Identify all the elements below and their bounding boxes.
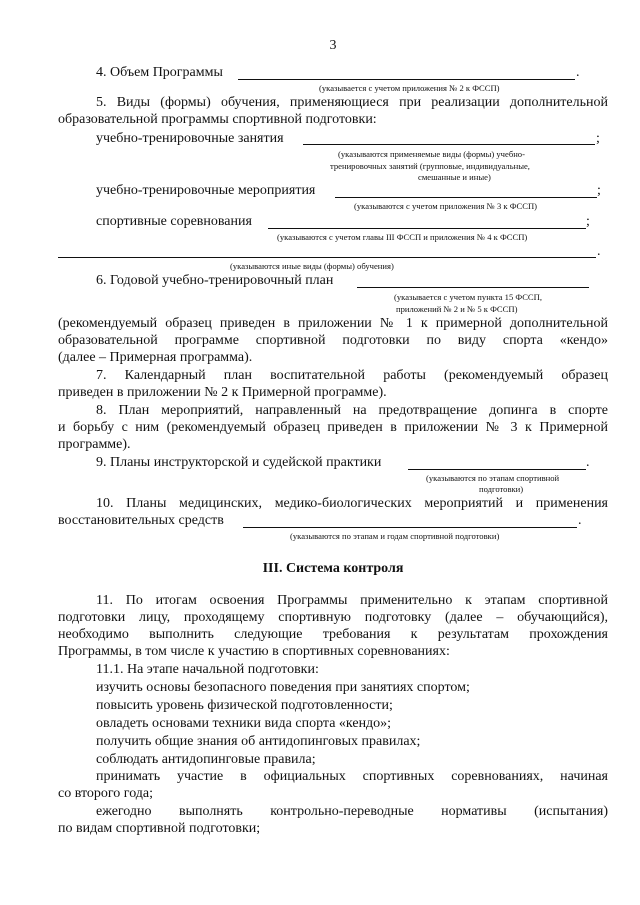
item-10-note: (указываются по этапам и годам спортивной подготовки) — [290, 531, 500, 541]
item-5b-label: учебно-тренировочные мероприятия — [96, 183, 316, 198]
p11-list-item-6-line-1: принимать участие в официальных спортивных соревнованиях, начиная — [96, 769, 608, 784]
item-5a-label: учебно-тренировочные занятия — [96, 131, 284, 146]
item-6-blank-line — [357, 287, 589, 288]
section-title: III. Система контроля — [262, 561, 404, 576]
item-5-line-1: 5. Виды (формы) обучения, применяющиеся при реализации дополнительной — [96, 95, 608, 110]
item-6-note-2: приложений № 2 и № 5 к ФССП) — [396, 304, 518, 314]
item-9-end: . — [586, 455, 590, 470]
page-number: 3 — [329, 38, 337, 53]
p11-list-item-6-line-2: со второго года; — [58, 786, 154, 801]
item-9-blank-line — [408, 469, 586, 470]
item-4-end: . — [576, 65, 580, 80]
item-4-label: 4. Объем Программы — [96, 65, 223, 80]
item-5a-blank-line — [303, 144, 595, 145]
item-6-line-1: (рекомендуемый образец приведен в приложении № 1 к примерной дополнительной — [58, 316, 608, 331]
item-8-line-3: программе). — [58, 437, 131, 452]
item-7-line-1: 7. Календарный план воспитательной работы (рекомендуемый образец — [96, 368, 608, 383]
p11-list-item-7-line-2: по видам спортивной подготовки; — [58, 821, 261, 836]
item-10-label: восстановительных средств — [58, 513, 224, 528]
p11-list-item-3: овладеть основами техники вида спорта «кендо»; — [96, 716, 392, 731]
item-5a-note-3: смешанные и иные) — [418, 172, 491, 182]
item-5a-end: ; — [596, 131, 600, 146]
item-10-end: . — [578, 513, 582, 528]
p11-list-item-7-line-1: ежегодно выполнять контрольно-переводные нормативы (испытания) — [96, 804, 608, 819]
item-6-line-3: (далее – Примерная программа). — [58, 350, 253, 365]
p11-line-4: Программы, в том числе к участию в спортивных соревнованиях: — [58, 644, 450, 659]
p11-subheading: 11.1. На этапе начальной подготовки: — [96, 662, 319, 677]
item-5-other-note: (указываются иные виды (формы) обучения) — [230, 261, 394, 271]
item-5b-end: ; — [597, 183, 601, 198]
p11-list-item-4: получить общие знания об антидопинговых правилах; — [96, 734, 421, 749]
item-5-other-end: . — [597, 244, 601, 259]
p11-line-3: необходимо выполнить следующие требования к результатам прохождения — [58, 627, 608, 642]
item-8-line-2: и борьбу с ним (рекомендуемый образец приведен в приложении № 3 к Примерной — [58, 420, 608, 435]
item-9-note-2: подготовки) — [479, 484, 524, 494]
item-6-note-1: (указывается с учетом пункта 15 ФССП, — [394, 292, 543, 302]
item-10-line-1: 10. Планы медицинских, медико-биологических мероприятий и применения — [96, 496, 608, 511]
p11-list-item-2: повысить уровень физической подготовленности; — [96, 698, 393, 713]
item-5a-note-1: (указываются применяемые виды (формы) учебно- — [338, 149, 525, 159]
item-4-blank-line — [238, 79, 575, 80]
item-9-note-1: (указываются по этапам спортивной — [426, 473, 560, 483]
item-5c-end: ; — [586, 214, 590, 229]
item-5-line-2: образовательной программы спортивной подготовки: — [58, 112, 377, 127]
item-8-line-1: 8. План мероприятий, направленный на предотвращение допинга в спорте — [96, 403, 608, 418]
item-7-line-2: приведен в приложении № 2 к Примерной программе). — [58, 385, 387, 400]
item-5b-note: (указываются с учетом приложения № 3 к ФССП) — [354, 201, 538, 211]
item-6-label: 6. Годовой учебно-тренировочный план — [96, 273, 334, 288]
item-6-line-2: образовательной программе спортивной подготовки по виду спорта «кендо» — [58, 333, 608, 348]
item-5b-blank-line — [335, 197, 597, 198]
item-5-other-blank-line — [58, 257, 596, 258]
item-4-note: (указывается с учетом приложения № 2 к ФССП) — [319, 83, 500, 93]
item-5c-label: спортивные соревнования — [96, 214, 252, 229]
item-5a-note-2: тренировочных занятий (групповые, индивидуальные, — [330, 161, 530, 171]
item-9-label: 9. Планы инструкторской и судейской практики — [96, 455, 382, 470]
item-10-blank-line — [243, 527, 577, 528]
item-5c-blank-line — [268, 228, 586, 229]
p11-line-1: 11. По итогам освоения Программы применительно к этапам спортивной — [96, 593, 608, 608]
p11-list-item-1: изучить основы безопасного поведения при занятиях спортом; — [96, 680, 470, 695]
p11-line-2: подготовки лицу, проходящему спортивную подготовку (далее – обучающийся), — [58, 610, 608, 625]
p11-list-item-5: соблюдать антидопинговые правила; — [96, 752, 316, 767]
item-5c-note: (указываются с учетом главы III ФССП и приложения № 4 к ФССП) — [277, 232, 528, 242]
